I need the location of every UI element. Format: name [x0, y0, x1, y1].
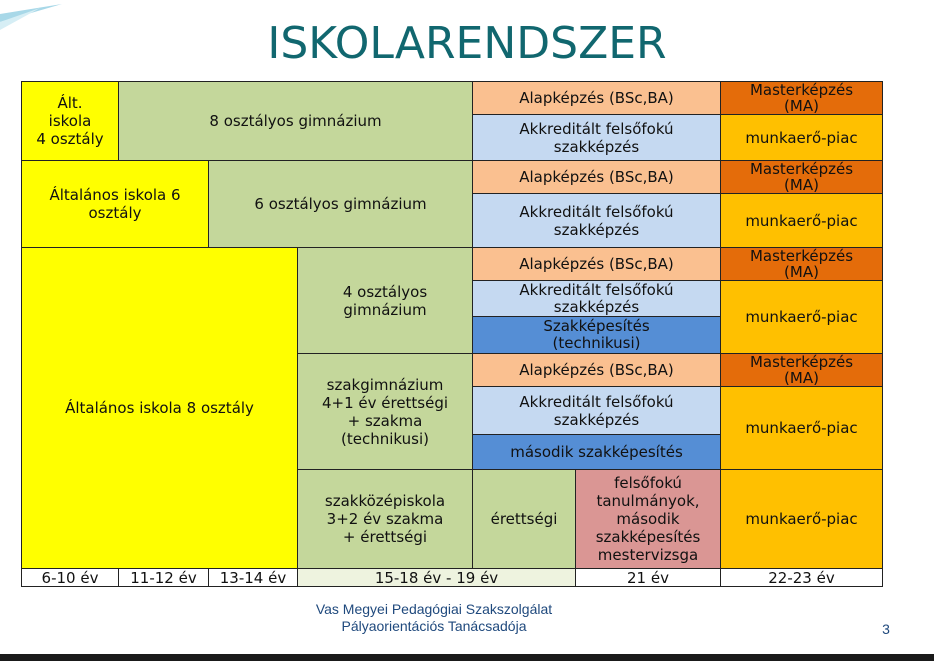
elementary-4-block: Ált. iskola 4 osztály [21, 81, 119, 161]
timeline-label: 13-14 év [208, 568, 298, 587]
page-number: 3 [882, 621, 890, 637]
page-title: ISKOLARENDSZER [267, 18, 667, 69]
master-block: Masterképzés (MA) [720, 353, 883, 387]
master-block: Masterképzés (MA) [720, 247, 883, 281]
second-qualification-block: második szakképesítés [472, 434, 721, 470]
master-block: Masterképzés (MA) [720, 160, 883, 194]
timeline-label: 6-10 év [21, 568, 119, 587]
vocational-secondary-block: szakközépiskola 3+2 év szakma + érettségi [297, 469, 473, 569]
technician-qualification-block: Szakképesítés (technikusi) [472, 316, 721, 354]
timeline-label: 21 év [575, 568, 721, 587]
gymnasium-6-block: 6 osztályos gimnázium [208, 160, 473, 248]
gymnasium-4-block: 4 osztályos gimnázium [297, 247, 473, 354]
footer-line-1: Vas Megyei Pedagógiai Szakszolgálat [315, 601, 553, 617]
timeline-label: 15-18 év - 19 év [297, 568, 576, 587]
accredited-block: Akkreditált felsőfokú szakképzés [472, 114, 721, 161]
gymnasium-8-block: 8 osztályos gimnázium [118, 81, 473, 161]
accredited-block: Akkreditált felsőfokú szakképzés [472, 193, 721, 248]
bachelor-block: Alapképzés (BSc,BA) [472, 247, 721, 281]
labor-market-block: munkaerő-piac [720, 280, 883, 354]
accredited-block: Akkreditált felsőfokú szakképzés [472, 386, 721, 435]
higher-studies-block: felsőfokú tanulmányok, második szakképesítés mestervizsga [575, 469, 721, 569]
labor-market-block: munkaerő-piac [720, 193, 883, 248]
labor-market-block: munkaerő-piac [720, 114, 883, 161]
timeline-label: 22-23 év [720, 568, 883, 587]
bottom-bar [0, 654, 934, 661]
footer-organization [238, 601, 630, 635]
accredited-block: Akkreditált felsőfokú szakképzés [472, 280, 721, 317]
matura-block: érettségi [472, 469, 576, 569]
footer-line-2: Pályaorientációs Tanácsadója [341, 618, 527, 634]
elementary-6-block: Általános iskola 6 osztály [21, 160, 209, 248]
master-block: Masterképzés (MA) [720, 81, 883, 115]
labor-market-block: munkaerő-piac [720, 469, 883, 569]
bachelor-block: Alapképzés (BSc,BA) [472, 160, 721, 194]
bachelor-block: Alapképzés (BSc,BA) [472, 353, 721, 387]
labor-market-block: munkaerő-piac [720, 386, 883, 470]
bachelor-block: Alapképzés (BSc,BA) [472, 81, 721, 115]
vocational-grammar-block: szakgimnázium 4+1 év érettségi + szakma (technikusi) [297, 353, 473, 470]
timeline-label: 11-12 év [118, 568, 209, 587]
elementary-8-block: Általános iskola 8 osztály [21, 247, 298, 569]
